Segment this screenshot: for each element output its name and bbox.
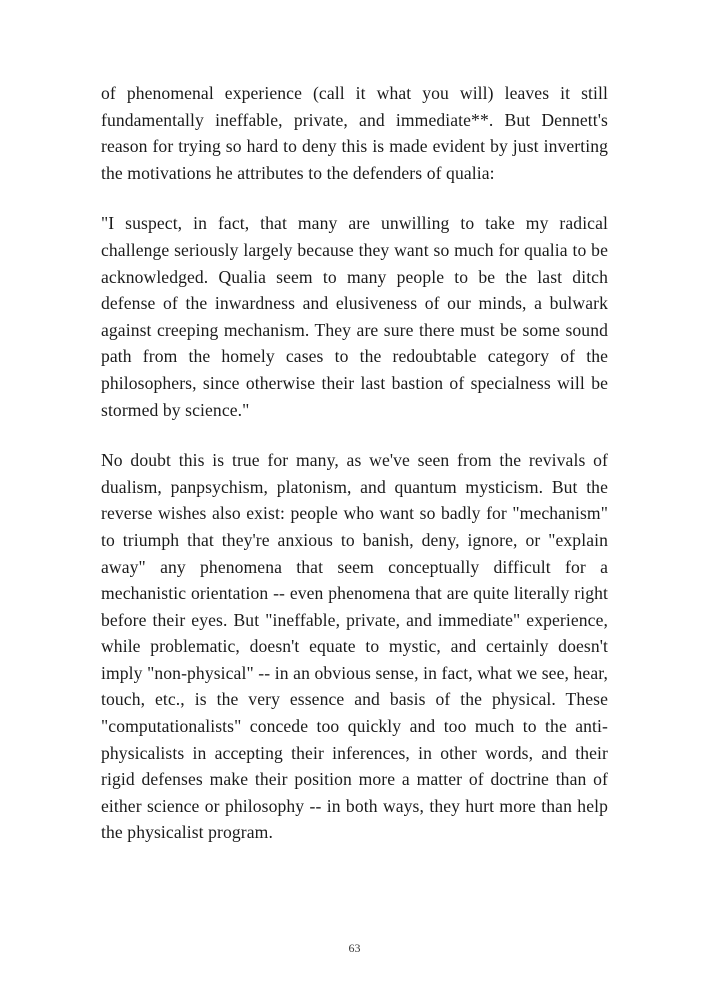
paragraph-quote: "I suspect, in fact, that many are unwilling to take my radical challenge seriously largely because they want so much for qualia to be acknowledged. Qualia seem to many people to be the last ditch defense of the inwardness and elusiveness of our minds, a bulwark against creeping mechanism. They are sure there must be some sound path from the homely cases to the redoubtable category of the philosophers, since otherwise their last bastion of specialness will be stormed by science." xyxy=(101,213,608,420)
paragraph-intro: of phenomenal experience (call it what you will) leaves it still fundamentally ineffable, private, and immediate**. But Dennett's reason for trying so hard to deny this is made evident by just inverting the motivations he attributes to the defenders of qualia: xyxy=(101,83,608,183)
page-number: 63 xyxy=(348,941,361,955)
paragraph-commentary: No doubt this is true for many, as we've seen from the revivals of dualism, panpsychism, platonism, and quantum mysticism. But the reverse wishes also exist: people who want so badly for "mechanism" to triumph that they're anxious to banish, deny, ignore, or "explain away" any phenomena that seem conceptually difficult for a mechanistic orientation -- even phenomena that are quite literally right before their eyes. But "ineffable, private, and immediate" experience, while problematic, doesn't equate to mystic, and certainly doesn't imply "non-physical" -- in an obvious sense, in fact, what we see, hear, touch, etc., is the very essence and basis of the physical. These "computationalists" concede too quickly and too much to the anti-physicalists in accepting their inferences, in other words, and their rigid defenses make their position more a matter of doctrine than of either science or philosophy -- in both ways, they hurt more than help the physicalist program. xyxy=(101,450,608,843)
page-body xyxy=(101,80,608,846)
